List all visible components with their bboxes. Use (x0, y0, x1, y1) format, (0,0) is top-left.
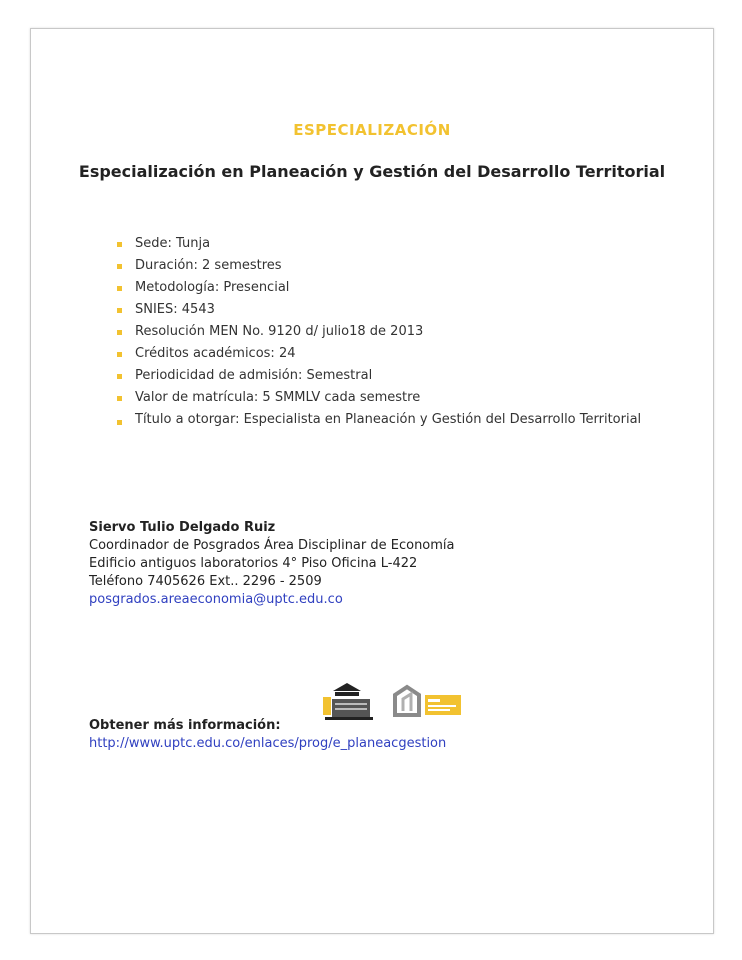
contact-email-link[interactable]: posgrados.areaeconomia@uptc.edu.co (89, 592, 343, 607)
contact-role: Coordinador de Posgrados Área Disciplinar de Economía (89, 538, 455, 553)
building-logo (323, 683, 373, 720)
contact-block (89, 519, 649, 609)
bullet-icon (117, 352, 122, 357)
bullet-icon (117, 242, 122, 247)
list-item: Título a otorgar: Especialista en Planeación y Gestión del Desarrollo Territorial (115, 411, 661, 428)
list-item: Resolución MEN No. 9120 d/ julio18 de 2013 (115, 321, 661, 343)
more-info-link[interactable]: http://www.uptc.edu.co/enlaces/prog/e_planeacgestion (89, 736, 447, 751)
list-item: Valor de matrícula: 5 SMMLV cada semestre (115, 387, 661, 409)
document-page (30, 28, 714, 934)
bullet-icon (117, 420, 122, 425)
bullet-icon (117, 396, 122, 401)
bullet-icon (117, 374, 122, 379)
contact-address: Edificio antiguos laboratorios 4° Piso Oficina L-422 (89, 556, 418, 571)
contact-name: Siervo Tulio Delgado Ruiz (89, 520, 276, 535)
bullet-icon (117, 308, 122, 313)
more-info-label: Obtener más información: (89, 718, 281, 733)
document-heading: ESPECIALIZACIÓN (293, 121, 451, 139)
program-title: Especialización en Planeación y Gestión del Desarrollo Territorial (78, 162, 666, 181)
bullet-icon (117, 286, 122, 291)
program-details-list (115, 233, 661, 428)
uptc-logo (395, 687, 461, 715)
more-info (89, 717, 649, 753)
list-item: Duración: 2 semestres (115, 255, 661, 277)
list-item: SNIES: 4543 (115, 299, 661, 321)
list-item: Periodicidad de admisión: Semestral (115, 365, 661, 387)
contact-phone: Teléfono 7405626 Ext.. 2296 - 2509 (89, 574, 322, 589)
list-item: Créditos académicos: 24 (115, 343, 661, 365)
bullet-icon (117, 330, 122, 335)
list-item: Metodología: Presencial (115, 277, 661, 299)
bullet-icon (117, 264, 122, 269)
list-item: Sede: Tunja (115, 233, 661, 255)
